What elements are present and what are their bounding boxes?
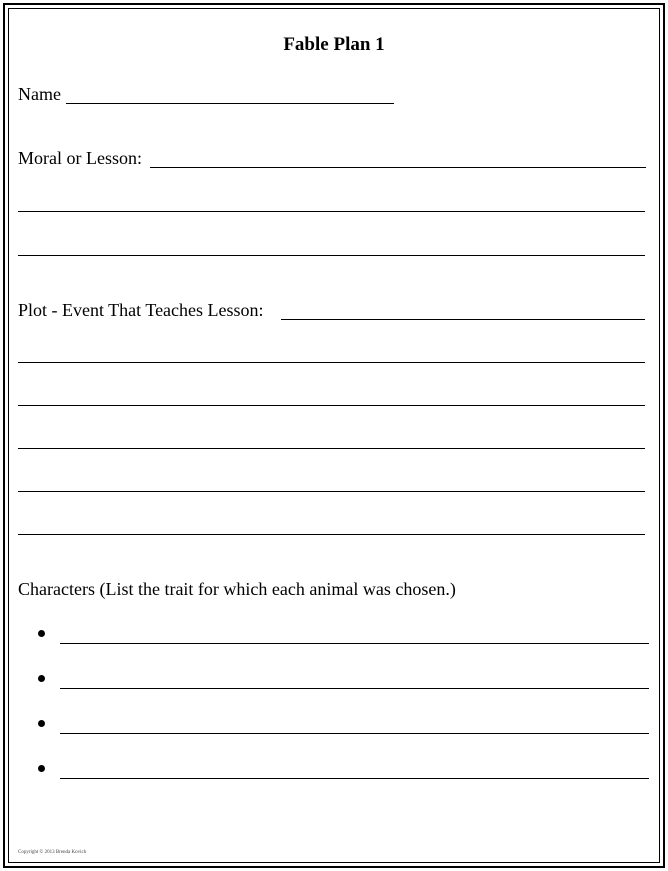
moral-label: Moral or Lesson: bbox=[18, 148, 142, 168]
plot-line-4[interactable] bbox=[18, 448, 645, 449]
plot-line-3[interactable] bbox=[18, 405, 645, 406]
bullet-icon bbox=[38, 765, 45, 772]
characters-label: Characters (List the trait for which each animal was chosen.) bbox=[18, 579, 456, 599]
character-line-2[interactable] bbox=[60, 688, 649, 689]
copyright-notice: Copyright © 2013 Brenda Kovich bbox=[18, 850, 87, 855]
worksheet-title: Fable Plan 1 bbox=[283, 34, 385, 55]
character-line-3[interactable] bbox=[60, 733, 649, 734]
moral-line-2[interactable] bbox=[18, 211, 645, 212]
name-label: Name bbox=[18, 84, 61, 104]
plot-line-2[interactable] bbox=[18, 362, 645, 363]
moral-line-3[interactable] bbox=[18, 255, 645, 256]
bullet-icon bbox=[38, 720, 45, 727]
plot-line-6[interactable] bbox=[18, 534, 645, 535]
moral-line-1[interactable] bbox=[150, 167, 646, 168]
character-line-4[interactable] bbox=[60, 778, 649, 779]
plot-line-1[interactable] bbox=[281, 319, 645, 320]
page-border-inner bbox=[8, 8, 660, 863]
character-line-1[interactable] bbox=[60, 643, 649, 644]
name-line[interactable] bbox=[66, 103, 394, 104]
plot-label: Plot - Event That Teaches Lesson: bbox=[18, 300, 264, 320]
bullet-icon bbox=[38, 675, 45, 682]
bullet-icon bbox=[38, 630, 45, 637]
plot-line-5[interactable] bbox=[18, 491, 645, 492]
